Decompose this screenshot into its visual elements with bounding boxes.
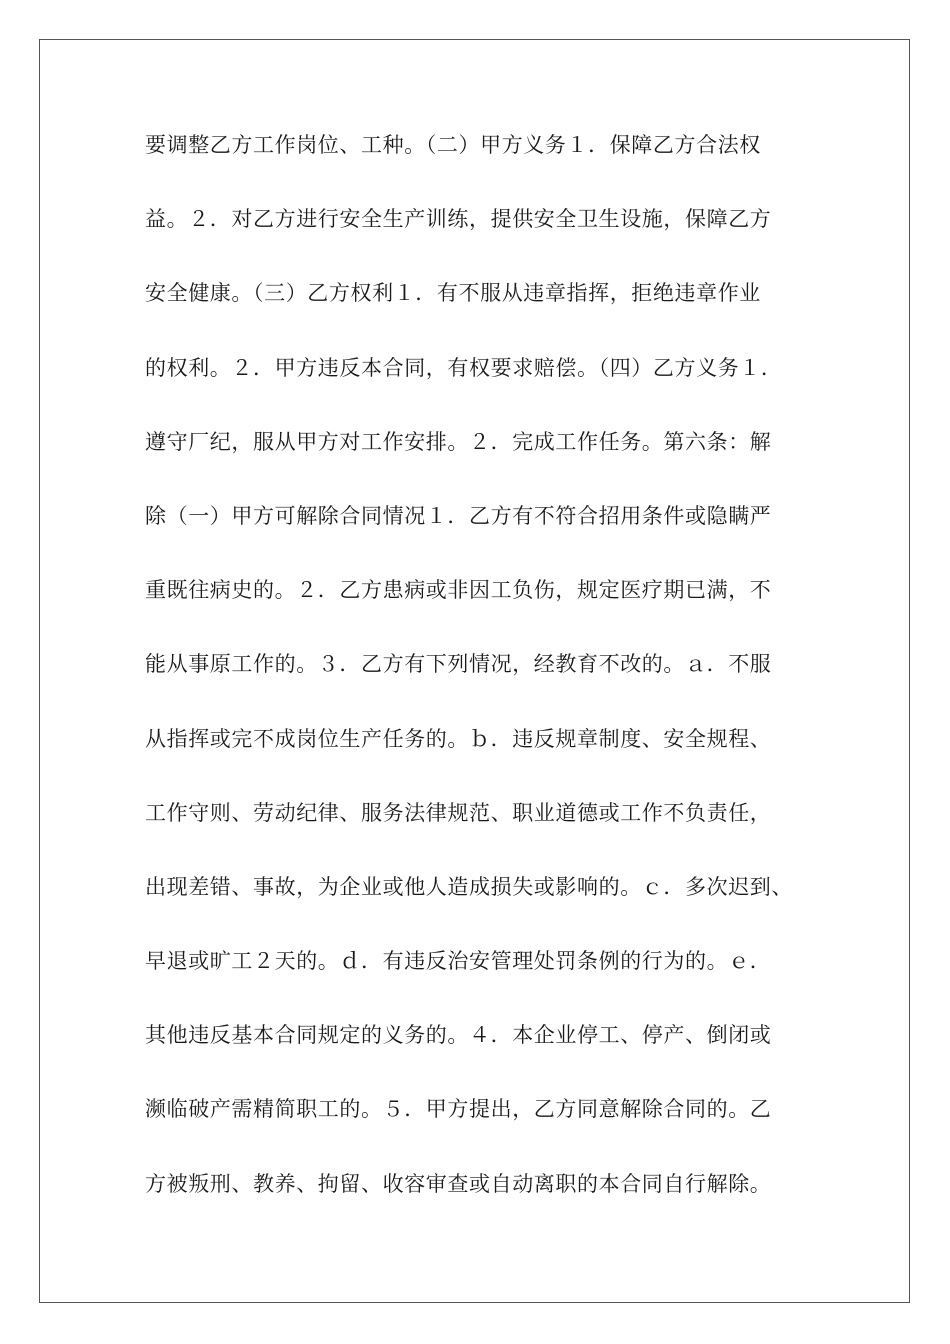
text-line-3: 安全健康。（三）乙方权利１．有不服从违章指挥，拒绝违章作业	[145, 281, 761, 306]
text-line-12: 早退或旷工２天的。ｄ．有违反治安管理处罚条例的行为的。ｅ．	[145, 949, 772, 974]
text-line-9: 从指挥或完不成岗位生产任务的。ｂ．违反规章制度、安全规程、	[145, 726, 772, 751]
text-line-11: 出现差错、事故，为企业或他人造成损失或影响的。ｃ．多次迟到、	[145, 874, 793, 899]
text-line-6: 除（一）甲方可解除合同情况１．乙方有不符合招用条件或隐瞒严	[145, 503, 772, 528]
text-line-1: 要调整乙方工作岗位、工种。（二）甲方义务１．保障乙方合法权	[145, 133, 761, 157]
text-line-2: 益。２．对乙方进行安全生产训练，提供安全卫生设施，保障乙方	[145, 207, 772, 232]
text-line-13: 其他违反基本合同规定的义务的。４．本企业停工、停产、倒闭或	[145, 1023, 772, 1048]
text-line-7: 重既往病史的。２．乙方患病或非因工负伤，规定医疗期已满，不	[145, 578, 772, 603]
contract-body-text	[145, 125, 845, 1238]
text-line-8: 能从事原工作的。３．乙方有下列情况，经教育不改的。ａ．不服	[145, 652, 772, 677]
text-line-15: 方被叛刑、教养、拘留、收容审查或自动离职的本合同自行解除。	[145, 1171, 772, 1196]
text-line-5: 遵守厂纪，服从甲方对工作安排。２．完成工作任务。第六条：解	[145, 429, 772, 454]
text-line-4: 的权利。２．甲方违反本合同，有权要求赔偿。（四）乙方义务１．	[145, 355, 783, 380]
text-line-14: 濒临破产需精简职工的。５．甲方提出，乙方同意解除合同的。乙	[145, 1097, 772, 1122]
text-line-10: 工作守则、劳动纪律、服务法律规范、职业道德或工作不负责任，	[145, 800, 772, 825]
